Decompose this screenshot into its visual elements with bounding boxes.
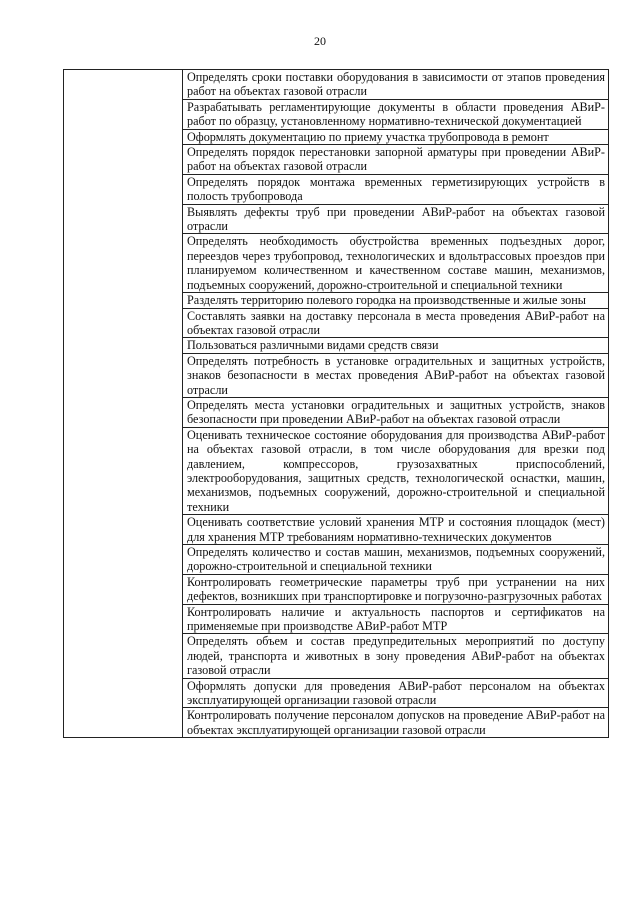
- skill-cell: [183, 338, 609, 353]
- skill-cell: [183, 678, 609, 708]
- skill-text: Оформлять документацию по приему участка трубопровода в ремонт: [187, 129, 549, 144]
- skill-text: Определять объем и состав предупредительных мероприятий по доступу людей, транспорта и животных в зону проведения АВиР-работ на объектах газовой отрасли: [187, 634, 605, 678]
- skill-cell: [183, 70, 609, 100]
- skill-text: Контролировать наличие и актуальность паспортов и сертификатов на применяемые при производстве АВиР-работ МТР: [187, 604, 605, 634]
- skill-text: Определять порядок монтажа временных герметизирующих устройств в полость трубопровода: [187, 174, 605, 204]
- skill-text: Пользоваться различными видами средств связи: [187, 338, 439, 353]
- skill-cell: [183, 129, 609, 144]
- skill-text: Выявлять дефекты труб при проведении АВиР-работ на объектах газовой отрасли: [187, 204, 605, 234]
- skills-table: [63, 69, 609, 738]
- skill-cell: [183, 427, 609, 514]
- skill-text: Определять потребность в установке оградительных и защитных устройств, знаков безопасности в местах проведения АВиР-работ на объектах газовой отрасли: [187, 353, 605, 397]
- skill-cell: [183, 515, 609, 545]
- skill-cell: [183, 604, 609, 634]
- skill-cell: [183, 145, 609, 175]
- empty-left-cell: [64, 70, 183, 738]
- table-row: [64, 70, 609, 100]
- skill-cell: [183, 234, 609, 293]
- skill-cell: [183, 545, 609, 575]
- skill-text: Определять сроки поставки оборудования в зависимости от этапов проведения работ на объектах газовой отрасли: [187, 70, 605, 99]
- skill-text: Определять необходимость обустройства временных подъездных дорог, переездов через трубопровод, технологических и вдольтрассовых проездов при планируемом количественном и качественном составе машин, механизмов, подъемных сооружений, дорожно-строительной и специальной техники: [187, 234, 605, 292]
- page-number: 20: [314, 34, 326, 48]
- skill-text: Контролировать геометрические параметры труб при устранении на них дефектов, возникших при транспортировке и погрузочно-разгрузочных работах: [187, 574, 605, 604]
- skill-text: Оформлять допуски для проведения АВиР-работ персоналом на объектах эксплуатирующей организации газовой отрасли: [187, 678, 605, 708]
- skill-cell: [183, 99, 609, 129]
- skill-text: Определять количество и состав машин, механизмов, подъемных сооружений, дорожно-строительной и специальной техники: [187, 545, 605, 574]
- skill-cell: [183, 574, 609, 604]
- skill-cell: [183, 293, 609, 308]
- skill-cell: [183, 708, 609, 738]
- skill-text: Разделять территорию полевого городка на производственные и жилые зоны: [187, 293, 586, 308]
- skill-cell: [183, 308, 609, 338]
- skill-text: Оценивать соответствие условий хранения МТР и состояния площадок (мест) для хранения МТР требованиям нормативно-технических документов: [187, 515, 605, 544]
- skill-cell: [183, 204, 609, 234]
- skill-cell: [183, 634, 609, 678]
- skill-cell: [183, 397, 609, 427]
- skill-cell: [183, 174, 609, 204]
- skill-text: Определять порядок перестановки запорной арматуры при проведении АВиР-работ на объектах газовой отрасли: [187, 145, 605, 174]
- skill-text: Контролировать получение персоналом допусков на проведение АВиР-работ на объектах эксплуатирующей организации газовой отрасли: [187, 708, 605, 737]
- skill-text: Оценивать техническое состояние оборудования для производства АВиР-работ на объектах газовой отрасли, в том числе оборудования для врезки под давлением, компрессоров, грузозахватных приспособлений, электрооборудования, защитных средств, технологической оснастки, машин, механизмов, подъемных сооружений, дорожно-строительной и специальной техники: [187, 427, 605, 514]
- skill-cell: [183, 353, 609, 397]
- skill-text: Разрабатывать регламентирующие документы в области проведения АВиР-работ по образцу, установленному нормативно-технической документацией: [187, 99, 605, 129]
- skill-text: Определять места установки оградительных и защитных устройств, знаков безопасности при проведении АВиР-работ на объектах газовой отрасли: [187, 397, 605, 427]
- skills-table-body: [64, 70, 609, 738]
- skill-text: Составлять заявки на доставку персонала в места проведения АВиР-работ на объектах газовой отрасли: [187, 308, 605, 337]
